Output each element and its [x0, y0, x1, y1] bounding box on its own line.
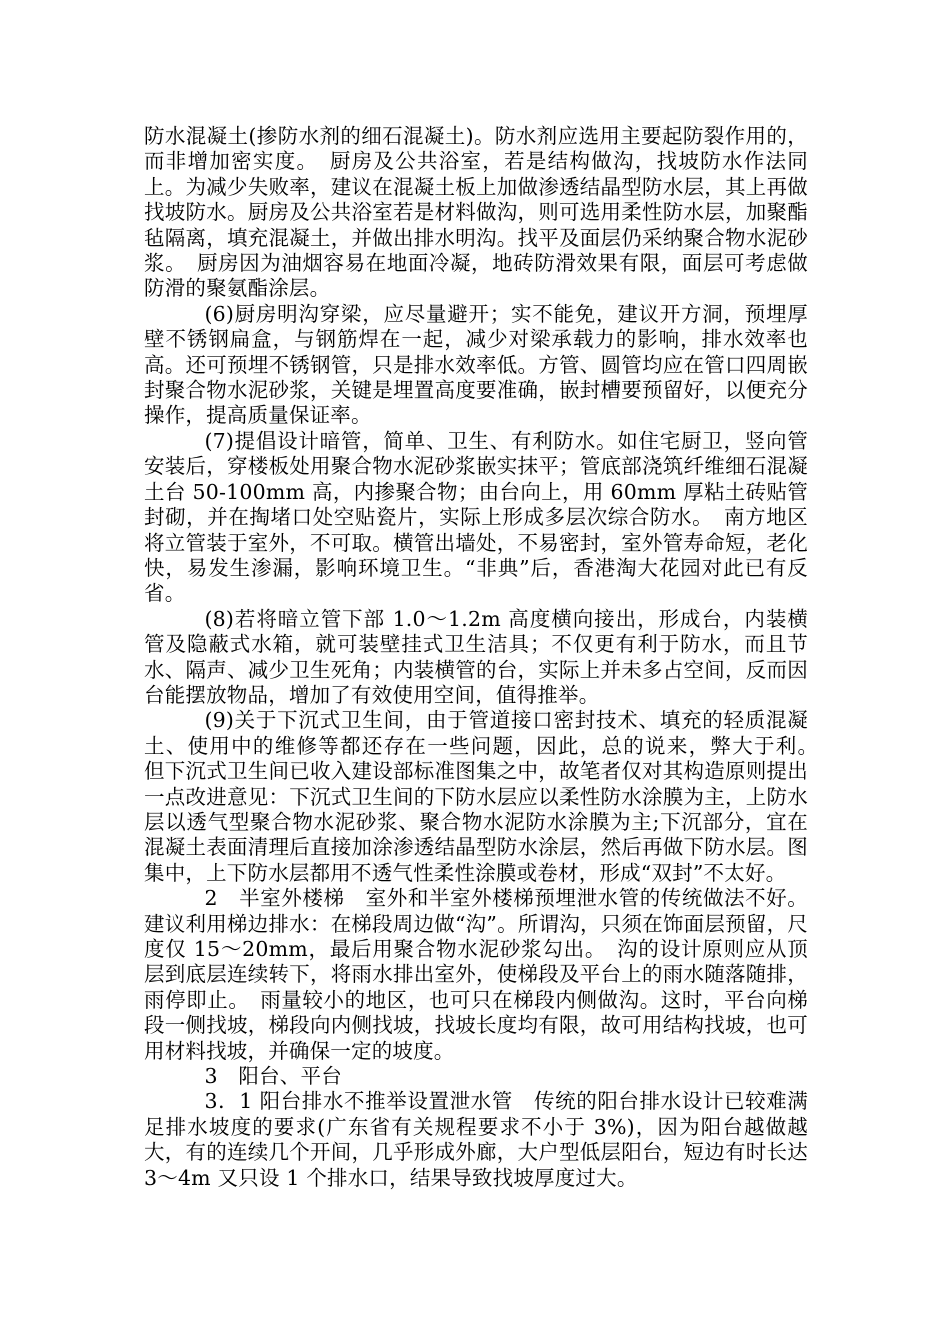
section-heading-3-balcony: 3 阳台、平台 [204, 1064, 342, 1089]
paragraph-item-7: (7)提倡设计暗管，简单、卫生、有利防水。如住宅厨卫，竖向管安装后，穿楼板处用聚合物水泥砂浆嵌实抹平；管底部浇筑纤维细石混凝土台 50-100mm 高，内掺聚合物；由台向上，用 60mm 厚粘土砖贴管封砌，并在掏堵口处空贴瓷片，实际上形成多层次综合防水。 南方地区将立管装于室外，不可取。横管出墙处，不易密封，室外管寿命短，老化快，易发生渗漏，影响环境卫生。“非典”后，香港淘大花园对此已有反省。 [144, 428, 808, 606]
paragraph-section-3-1: 3．1 阳台排水不推举设置泄水管 传统的阳台排水设计已较难满足排水坡度的要求(广东省有关规程要求不小于 3%)，因为阳台越做越大，有的连续几个开间，几乎形成外廊，大户型低层阳台，短边有时长达 3～4m 又只设 1 个排水口，结果导致找坡厚度过大。 [144, 1089, 808, 1190]
document-body [144, 124, 829, 1191]
paragraph-section-2-stairs: 2 半室外楼梯 室外和半室外楼梯预埋泄水管的传统做法不好。建议利用梯边排水：在梯段周边做“沟”。所谓沟，只须在饰面层预留，尺度仅 15～20mm，最后用聚合物水泥砂浆勾出。 沟的设计原则应从顶层到底层连续转下，将雨水排出室外，使梯段及平台上的雨水随落随排，雨停即止。 雨量较小的地区，也可只在梯段内侧做沟。这时，平台向梯段一侧找坡，梯段向内侧找坡，找坡长度均有限，故可用结构找坡，也可用材料找坡，并确保一定的坡度。 [144, 886, 808, 1063]
paragraph-item-9: (9)关于下沉式卫生间，由于管道接口密封技术、填充的轻质混凝土、使用中的维修等都还存在一些问题，因此，总的说来，弊大于利。 但下沉式卫生间已收入建设部标准图集之中，故笔者仅对其构造原则提出一点改进意见：下沉式卫生间的下防水层应以柔性防水涂膜为主，上防水层以透气型聚合物水泥砂浆、聚合物水泥防水涂膜为主;下沉部分，宜在混凝土表面清理后直接加涂渗透结晶型防水涂层，然后再做下防水层。图集中，上下防水层都用不透气性柔性涂膜或卷材，形成“双封”不太好。 [144, 708, 829, 885]
paragraph-item-6: (6)厨房明沟穿梁，应尽量避开；实不能免，建议开方洞，预埋厚壁不锈钢扁盒，与钢筋焊在一起，减少对梁承载力的影响，排水效率也高。还可预埋不锈钢管，只是排水效率低。方管、圆管均应在管口四周嵌封聚合物水泥砂浆，关键是埋置高度要准确，嵌封槽要预留好，以便充分操作，提高质量保证率。 [144, 301, 808, 428]
paragraph-item-8: (8)若将暗立管下部 1.0～1.2m 高度横向接出，形成台，内装横管及隐蔽式水箱，就可装壁挂式卫生洁具；不仅更有利于防水，而且节水、隔声、减少卫生死角；内装横管的台，实际上并未多占空间，反而因台能摆放物品，增加了有效使用空间，值得推举。 [144, 606, 808, 707]
paragraph-waterproof-concrete: 防水混凝土(掺防水剂的细石混凝土)。防水剂应选用主要起防裂作用的，而非增加密实度。 厨房及公共浴室，若是结构做沟，找坡防水作法同上。为减少失败率，建议在混凝土板上加做渗透结晶型防水层，其上再做找坡防水。厨房及公共浴室若是材料做沟，则可选用柔性防水层，加聚酯毡隔离，填充混凝土，并做出排水明沟。找平及面层仍采纳聚合物水泥砂浆。 厨房因为油烟容易在地面冷凝，地砖防滑效果有限，面层可考虑做防滑的聚氨酯涂层。 [144, 124, 808, 301]
